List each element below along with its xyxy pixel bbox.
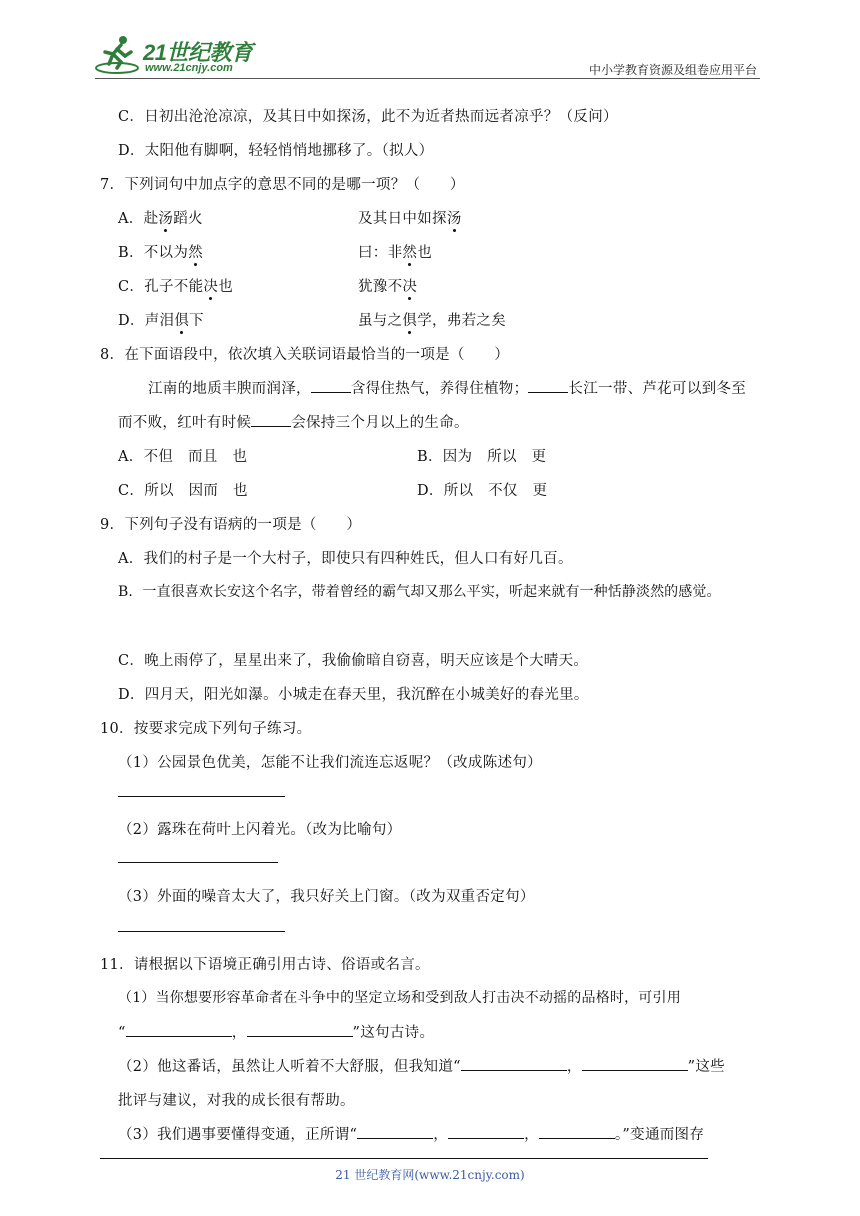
q7-option-d-right: 虽与之俱学，弗若之矣 bbox=[358, 313, 507, 329]
dotted-char: 俱 bbox=[402, 313, 418, 329]
q11-item-2-line2: 批评与建议，对我的成长很有帮助。 bbox=[118, 1093, 355, 1109]
q8-option-c: C．所以 因而 也 bbox=[118, 483, 248, 499]
q8-option-a: A．不但 而且 也 bbox=[118, 449, 248, 465]
dotted-char: 汤 bbox=[446, 211, 462, 227]
dotted-char: 汤 bbox=[158, 211, 174, 227]
fill-blank bbox=[539, 1124, 615, 1139]
fill-blank bbox=[582, 1056, 688, 1071]
q11-item-1-line1: （1）当你想要形容革命者在斗争中的坚定立场和受到敌人打击决不动摇的品格时，可引用 bbox=[118, 990, 681, 1006]
q7-option-b-left: B．不以为然 bbox=[118, 245, 203, 261]
q9-option-a: A．我们的村子是一个大村子，即使只有四种姓氏，但人口有好几百。 bbox=[118, 551, 573, 567]
q8-stem: 8．在下面语段中，依次填入关联词语最恰当的一项是（ ） bbox=[100, 347, 510, 363]
dotted-char: 然 bbox=[402, 245, 418, 261]
fill-blank bbox=[247, 1022, 353, 1037]
q10-item-1: （1）公园景色优美，怎能不让我们流连忘返呢？（改成陈述句） bbox=[118, 755, 542, 771]
q9-stem: 9．下列句子没有语病的一项是（ ） bbox=[100, 517, 362, 533]
fill-blank bbox=[448, 1124, 524, 1139]
q8-option-d: D．所以 不仅 更 bbox=[417, 483, 548, 499]
q11-stem: 11．请根据以下语境正确引用古诗、俗语或名言。 bbox=[100, 957, 430, 973]
platform-label: 中小学教育资源及组卷应用平台 bbox=[588, 63, 757, 77]
runner-logo-icon bbox=[95, 34, 141, 76]
header-divider bbox=[95, 78, 760, 79]
q8-passage-line2: 而不败，红叶有时候 会保持三个月以上的生命。 bbox=[118, 411, 469, 432]
q7-option-c-left: C．孔子不能决也 bbox=[118, 279, 234, 295]
answer-line bbox=[118, 796, 285, 797]
dotted-char: 然 bbox=[188, 245, 203, 261]
answer-line bbox=[118, 862, 278, 863]
q7-option-a-left: A．赴汤蹈火 bbox=[118, 211, 203, 227]
dotted-char: 决 bbox=[402, 279, 418, 295]
q10-item-2: （2）露珠在荷叶上闪着光。（改为比喻句） bbox=[118, 822, 402, 838]
q9-option-b: B．一直很喜欢长安这个名字，带着曾经的霸气却又那么平实，听起来就有一种恬静淡然的感觉。 bbox=[118, 584, 721, 600]
fill-blank bbox=[311, 378, 351, 393]
fill-blank bbox=[126, 1022, 232, 1037]
q6-option-c: C．日初出沧沧凉凉，及其日中如探汤，此不为近者热而远者凉乎？（反问） bbox=[118, 109, 618, 125]
fill-blank bbox=[251, 412, 291, 427]
q8-passage-line1: 江南的地质丰腴而润泽， 含得住热气，养得住植物； 长江一带、芦花可以到冬至 bbox=[148, 377, 746, 398]
q9-option-c: C．晚上雨停了，星星出来了，我偷偷暗自窃喜，明天应该是个大晴天。 bbox=[118, 653, 589, 669]
q7-option-a-right: 及其日中如探汤 bbox=[358, 211, 462, 227]
logo-sub-text: www.21cnjy.com bbox=[145, 62, 233, 74]
logo-main-text: 21世纪教育 bbox=[143, 40, 253, 65]
q8-option-b: B．因为 所以 更 bbox=[417, 449, 547, 465]
q7-option-b-right: 曰：非然也 bbox=[358, 245, 433, 261]
footer-source: 21 世纪教育网(www.21cnjy.com) bbox=[335, 1168, 525, 1182]
q11-item-1-line2: “ ， ”这句古诗。 bbox=[118, 1021, 434, 1042]
site-logo bbox=[95, 34, 265, 78]
q7-stem: 7．下列词句中加点字的意思不同的是哪一项？（ ） bbox=[100, 177, 465, 193]
dotted-char: 决 bbox=[203, 279, 219, 295]
q11-item-3: （3）我们遇事要懂得变通，正所谓“ ， ， 。”变通而图存 bbox=[118, 1123, 704, 1144]
q11-item-2-line1: （2）他这番话，虽然让人听着不大舒服，但我知道“ ， ”这些 bbox=[118, 1055, 725, 1076]
q7-option-d-left: D．声泪俱下 bbox=[118, 313, 204, 329]
fill-blank bbox=[528, 378, 568, 393]
q10-stem: 10．按要求完成下列句子练习。 bbox=[100, 721, 312, 737]
dotted-char: 俱 bbox=[174, 313, 190, 329]
answer-line bbox=[118, 931, 285, 932]
q10-item-3: （3）外面的噪音太大了，我只好关上门窗。（改为双重否定句） bbox=[118, 889, 535, 905]
q9-option-d: D．四月天，阳光如瀑。小城走在春天里，我沉醉在小城美好的春光里。 bbox=[118, 687, 589, 703]
fill-blank bbox=[357, 1124, 433, 1139]
fill-blank bbox=[461, 1056, 567, 1071]
footer-divider bbox=[100, 1158, 708, 1159]
q6-option-d: D．太阳他有脚啊，轻轻悄悄地挪移了。（拟人） bbox=[118, 143, 434, 159]
q7-option-c-right: 犹豫不决 bbox=[358, 279, 418, 295]
